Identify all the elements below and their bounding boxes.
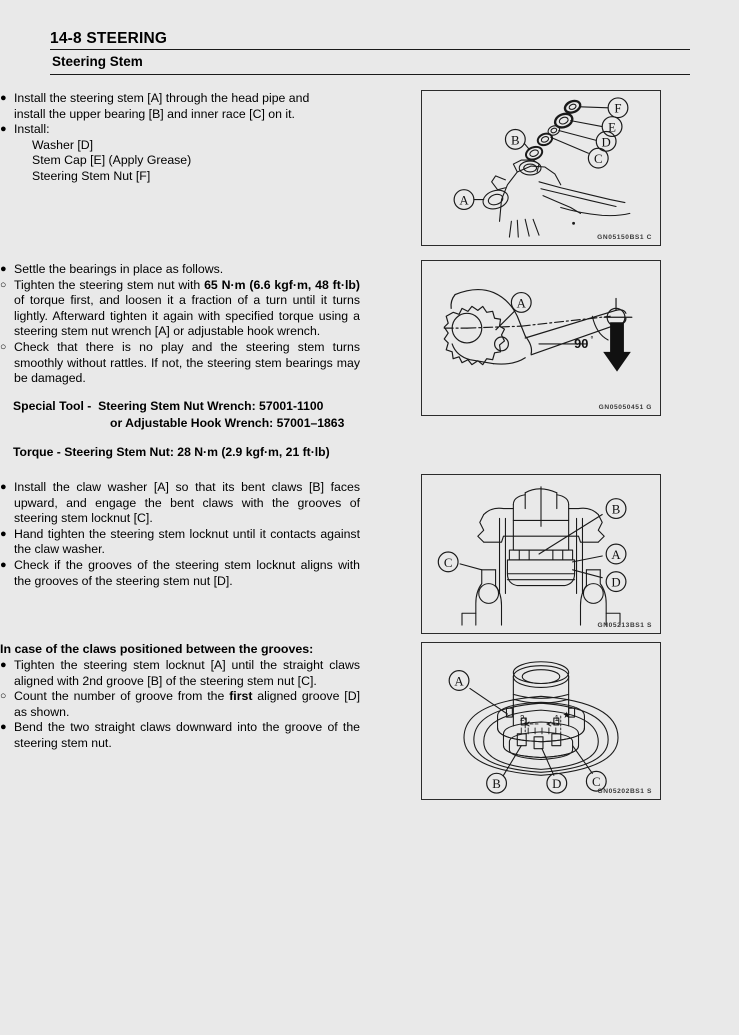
list-item-line: Check if the grooves of the steering stem locknut aligns with the grooves of the steering stem nut [D].	[14, 557, 360, 588]
bullet-icon: ●	[0, 527, 7, 540]
torque-text-post: of torque first, and loosen it a fraction of a turn until it turns lightly. Afterward tighten it again with specified torque using a steering stem nut wrench [A] or adjustable hook wrench.	[14, 293, 360, 339]
list-item-line: Install the steering stem [A] through the head pipe and	[14, 91, 310, 105]
bullet-icon: ●	[0, 659, 7, 671]
angle-label: 90	[574, 335, 589, 351]
bullet-icon: ●	[0, 721, 7, 734]
groove-emphasis: first	[229, 689, 253, 704]
rotation-arrow	[603, 322, 631, 371]
list-item	[0, 527, 360, 558]
list-item-line: Bend the two straight claws downward into the groove of the steering stem nut.	[14, 720, 360, 750]
callout-label-b: B	[492, 777, 501, 792]
list-item	[0, 689, 360, 720]
bullet-icon: ●	[0, 123, 7, 136]
instruction-list-3	[0, 480, 360, 589]
special-tool-line-1	[0, 398, 360, 415]
list-item-line: Tighten the steering stem locknut [A] until the straight claws aligned with 2nd groove [B] of the steering stem nut [C].	[14, 658, 360, 688]
callout-label-d: D	[611, 575, 621, 590]
text-block-1	[0, 91, 360, 185]
figure-4-drawing	[422, 643, 660, 799]
callout-label-a: A	[516, 296, 526, 311]
figure-3-claw-washer-install	[421, 474, 661, 634]
callout-label-c: C	[443, 555, 453, 570]
section-title: Steering Stem	[52, 54, 143, 69]
list-item-line	[14, 689, 360, 720]
list-item-line: Check that there is no play and the steering stem turns smoothly without rattles. If not, the steering stem bearings may be damaged.	[14, 339, 360, 386]
list-item	[0, 658, 360, 689]
list-item-line: Install the claw washer [A] so that its bent claws [B] faces upward, and engage the bent claws with the grooves of steering stem locknut [C].	[14, 480, 360, 526]
list-item-line: Install:	[14, 122, 50, 137]
figure-1-code: GN05150BS1 C	[597, 234, 652, 241]
callout-label-b: B	[511, 133, 520, 148]
groove-number-1: 1	[554, 714, 559, 723]
callout-label-c: C	[592, 775, 601, 790]
callout-label-d: D	[552, 777, 562, 792]
callout-label-c: C	[593, 152, 603, 167]
list-item-line: Settle the bearings in place as follows.	[14, 262, 224, 276]
sub-item-stem-cap: Stem Cap [E] (Apply Grease)	[32, 153, 192, 168]
list-item-line	[14, 278, 360, 340]
bullet-icon: ●	[0, 92, 7, 104]
bullet-icon: ●	[0, 481, 7, 493]
figure-2-hook-wrench	[421, 260, 661, 416]
page-header	[50, 29, 690, 75]
figure-4-code: GN05202BS1 S	[597, 788, 652, 795]
groove-text-pre: Count the number of groove from the	[14, 689, 230, 704]
header-rule-bottom	[50, 74, 690, 75]
list-item	[0, 278, 360, 340]
callout-label-a: A	[454, 674, 464, 689]
figure-3-drawing	[422, 475, 660, 633]
callout-label-a: A	[459, 193, 469, 208]
figure-1-drawing	[422, 91, 660, 245]
hollow-circle-icon: ○	[0, 278, 7, 291]
figure-2-drawing	[422, 261, 660, 415]
text-block-4	[0, 641, 360, 752]
special-tool-block	[0, 398, 360, 432]
torque-value-first: 65 N·m (6.6 kgf·m, 48 ft·lb)	[204, 277, 360, 292]
torque-text-pre: Tighten the steering stem nut with	[14, 277, 205, 292]
groove-number-2: 2	[520, 714, 525, 723]
list-item	[0, 720, 360, 751]
hollow-circle-icon: ○	[0, 690, 7, 703]
figure-4-groove-counting	[421, 642, 661, 800]
figure-2-code: GN05050451 G	[598, 404, 652, 411]
figure-3-code: GN05213BS1 S	[597, 622, 652, 629]
special-tool-name-1: Steering Stem Nut Wrench: 57001-1100	[98, 398, 324, 413]
list-item-line: Hand tighten the steering stem locknut until it contacts against the claw washer.	[14, 526, 360, 557]
bullet-icon: ●	[0, 263, 7, 275]
subsection-heading: In case of the claws positioned between the grooves:	[0, 642, 314, 656]
callout-label-e: E	[608, 120, 616, 135]
bullet-icon: ●	[0, 558, 7, 571]
special-tool-line-2: or Adjustable Hook Wrench: 57001–1863	[110, 415, 345, 430]
callout-label-f: F	[614, 101, 622, 116]
sub-item-washer: Washer [D]	[32, 137, 94, 152]
list-item	[0, 480, 360, 527]
list-item	[0, 122, 360, 184]
list-item	[0, 91, 360, 122]
callout-label-a: A	[611, 547, 621, 562]
figure-1-steering-stem-assembly	[421, 90, 661, 246]
hollow-circle-icon: ○	[0, 340, 7, 353]
degree-symbol-icon: °	[590, 334, 594, 344]
list-item-line: install the upper bearing [B] and inner race [C] on it.	[14, 106, 295, 121]
list-item	[0, 262, 360, 278]
instruction-list-4	[0, 658, 360, 752]
star-marker-icon: ★	[562, 710, 571, 721]
list-item	[0, 340, 360, 387]
callout-label-b: B	[611, 502, 621, 517]
callout-label-d: D	[601, 135, 611, 150]
list-item	[0, 558, 360, 589]
groove-text-post: aligned groove [D] as shown.	[14, 689, 360, 719]
text-block-3	[0, 480, 360, 589]
sub-item-stem-nut: Steering Stem Nut [F]	[32, 168, 151, 183]
instruction-list-2	[0, 262, 360, 387]
torque-spec-line: Torque - Steering Stem Nut: 28 N·m (2.9 kgf·m, 21 ft·lb)	[13, 444, 330, 459]
chapter-title: 14-8 STEERING	[50, 30, 168, 47]
special-tool-label: Special Tool -	[13, 398, 92, 413]
text-block-2	[0, 262, 360, 461]
instruction-list-1	[0, 91, 360, 185]
